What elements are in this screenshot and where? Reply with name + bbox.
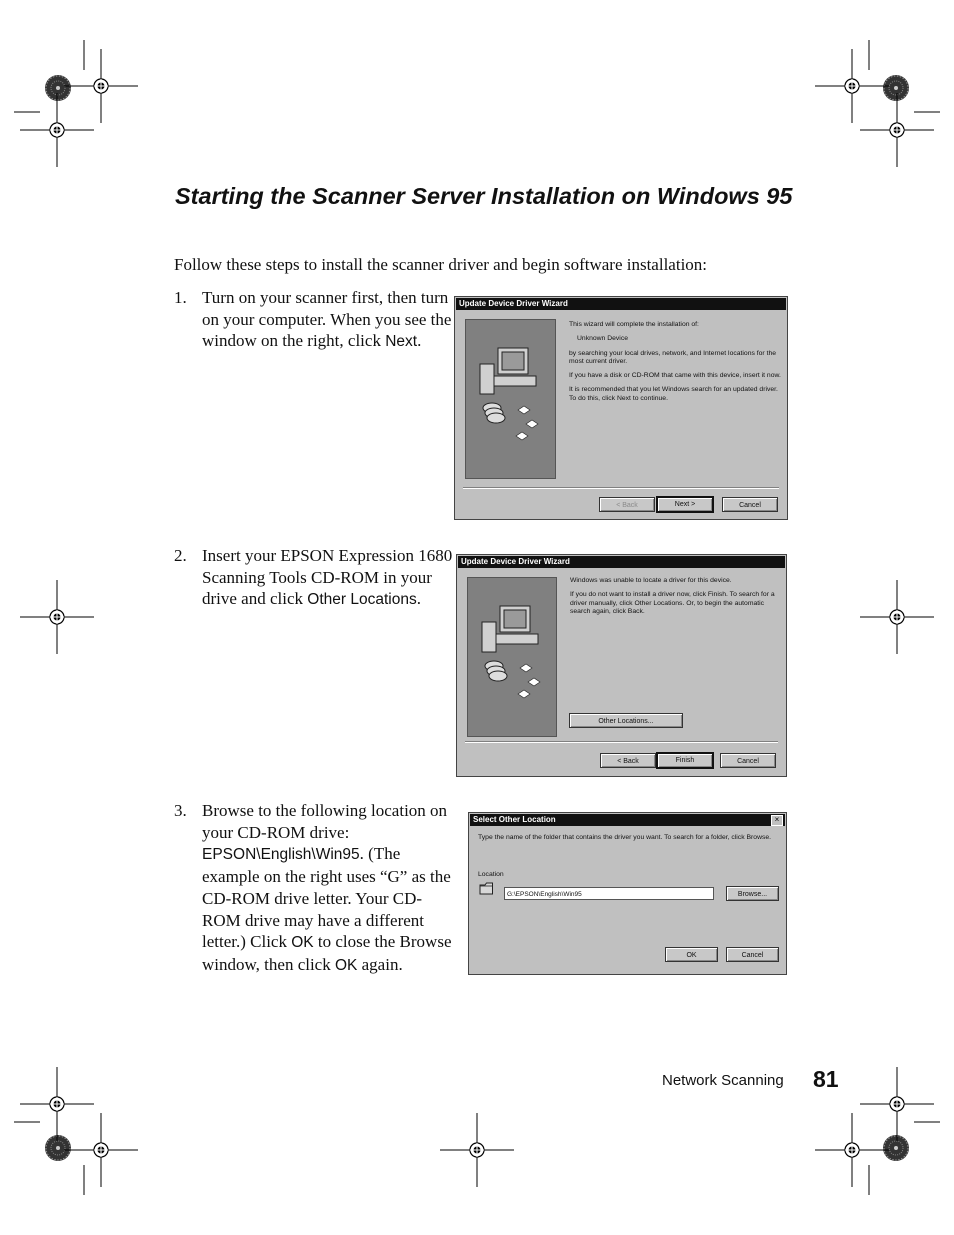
step-number: 2. — [174, 546, 187, 565]
back-button[interactable]: < Back — [600, 753, 656, 768]
update-driver-wizard-dialog-2 — [456, 554, 787, 777]
step-number: 3. — [174, 801, 187, 820]
select-other-location-dialog — [468, 812, 787, 975]
dialog-title: Select Other Location — [470, 814, 785, 826]
wizard-message: Windows was unable to locate a driver for this device. If you do not want to install a driver now, click Finish. To search for a driver manually, click Other Locations. Or, to begin the automatic search again, click Back. — [570, 577, 775, 615]
step-text: Insert your EPSON Expression 1680 Scanning Tools CD-ROM in your drive and click Other Locations. — [202, 546, 453, 609]
cancel-button[interactable]: Cancel — [726, 947, 779, 962]
wizard-illustration — [465, 319, 556, 479]
cancel-button[interactable]: Cancel — [722, 497, 778, 512]
separator — [465, 741, 778, 743]
update-driver-wizard-dialog — [454, 296, 788, 520]
instruction-text: Type the name of the folder that contains the driver you want. To search for a folder, click Browse. — [478, 834, 772, 841]
ui-term: OK — [291, 934, 314, 952]
other-locations-button[interactable]: Other Locations... — [569, 713, 683, 728]
close-button[interactable]: × — [771, 815, 783, 826]
footer-section-name: Network Scanning — [662, 1072, 784, 1089]
ok-button[interactable]: OK — [665, 947, 718, 962]
dialog-title: Update Device Driver Wizard — [458, 556, 785, 568]
separator — [463, 487, 779, 489]
cancel-button[interactable]: Cancel — [720, 753, 776, 768]
folder-icon — [479, 882, 495, 895]
wizard-message: This wizard will complete the installation of: Unknown Device by searching your local drives, network, and Internet locations for the most current driver. If you have a disk or CD-ROM that came with this device, insert it now. It is recommended that you let Windows search for an updated driver. To do this, click Next to continue. — [569, 321, 781, 402]
device-name: Unknown Device — [577, 335, 628, 343]
computer-and-disks-icon — [466, 320, 555, 478]
wizard-illustration — [467, 577, 557, 737]
step-2 — [174, 545, 454, 635]
page-number: 81 — [813, 1066, 839, 1092]
next-button[interactable]: Next > — [656, 496, 714, 513]
ui-term: OK — [334, 956, 358, 974]
section-heading: Starting the Scanner Server Installation on Windows 95 — [175, 183, 793, 209]
computer-and-disks-icon — [468, 578, 556, 736]
location-label: Location — [478, 871, 504, 878]
step-text: Browse to the following location on your CD-ROM drive: EPSON\English\Win95. (The example on the right uses “G” as the CD-ROM drive letter. Your CD-ROM drive may have a different letter.) Click OK to close the Browse window, then click OK again. — [202, 801, 452, 974]
finish-button[interactable]: Finish — [656, 752, 714, 769]
step-text: Turn on your scanner first, then turn on your computer. When you see the window on the right, click Next. — [202, 288, 452, 351]
ui-term: EPSON\English\Win95 — [202, 846, 360, 864]
step-number: 1. — [174, 288, 187, 307]
intro-paragraph: Follow these steps to install the scanner driver and begin software installation: — [174, 255, 708, 274]
dialog-title: Update Device Driver Wizard — [456, 298, 786, 310]
ui-term: Other Locations — [307, 591, 417, 609]
back-button[interactable]: < Back — [599, 497, 655, 512]
ui-term: Next — [385, 333, 418, 351]
browse-button[interactable]: Browse... — [726, 886, 779, 901]
step-3 — [174, 800, 454, 1000]
location-input[interactable]: G:\EPSON\English\Win95 — [504, 887, 714, 900]
step-1 — [174, 287, 454, 377]
